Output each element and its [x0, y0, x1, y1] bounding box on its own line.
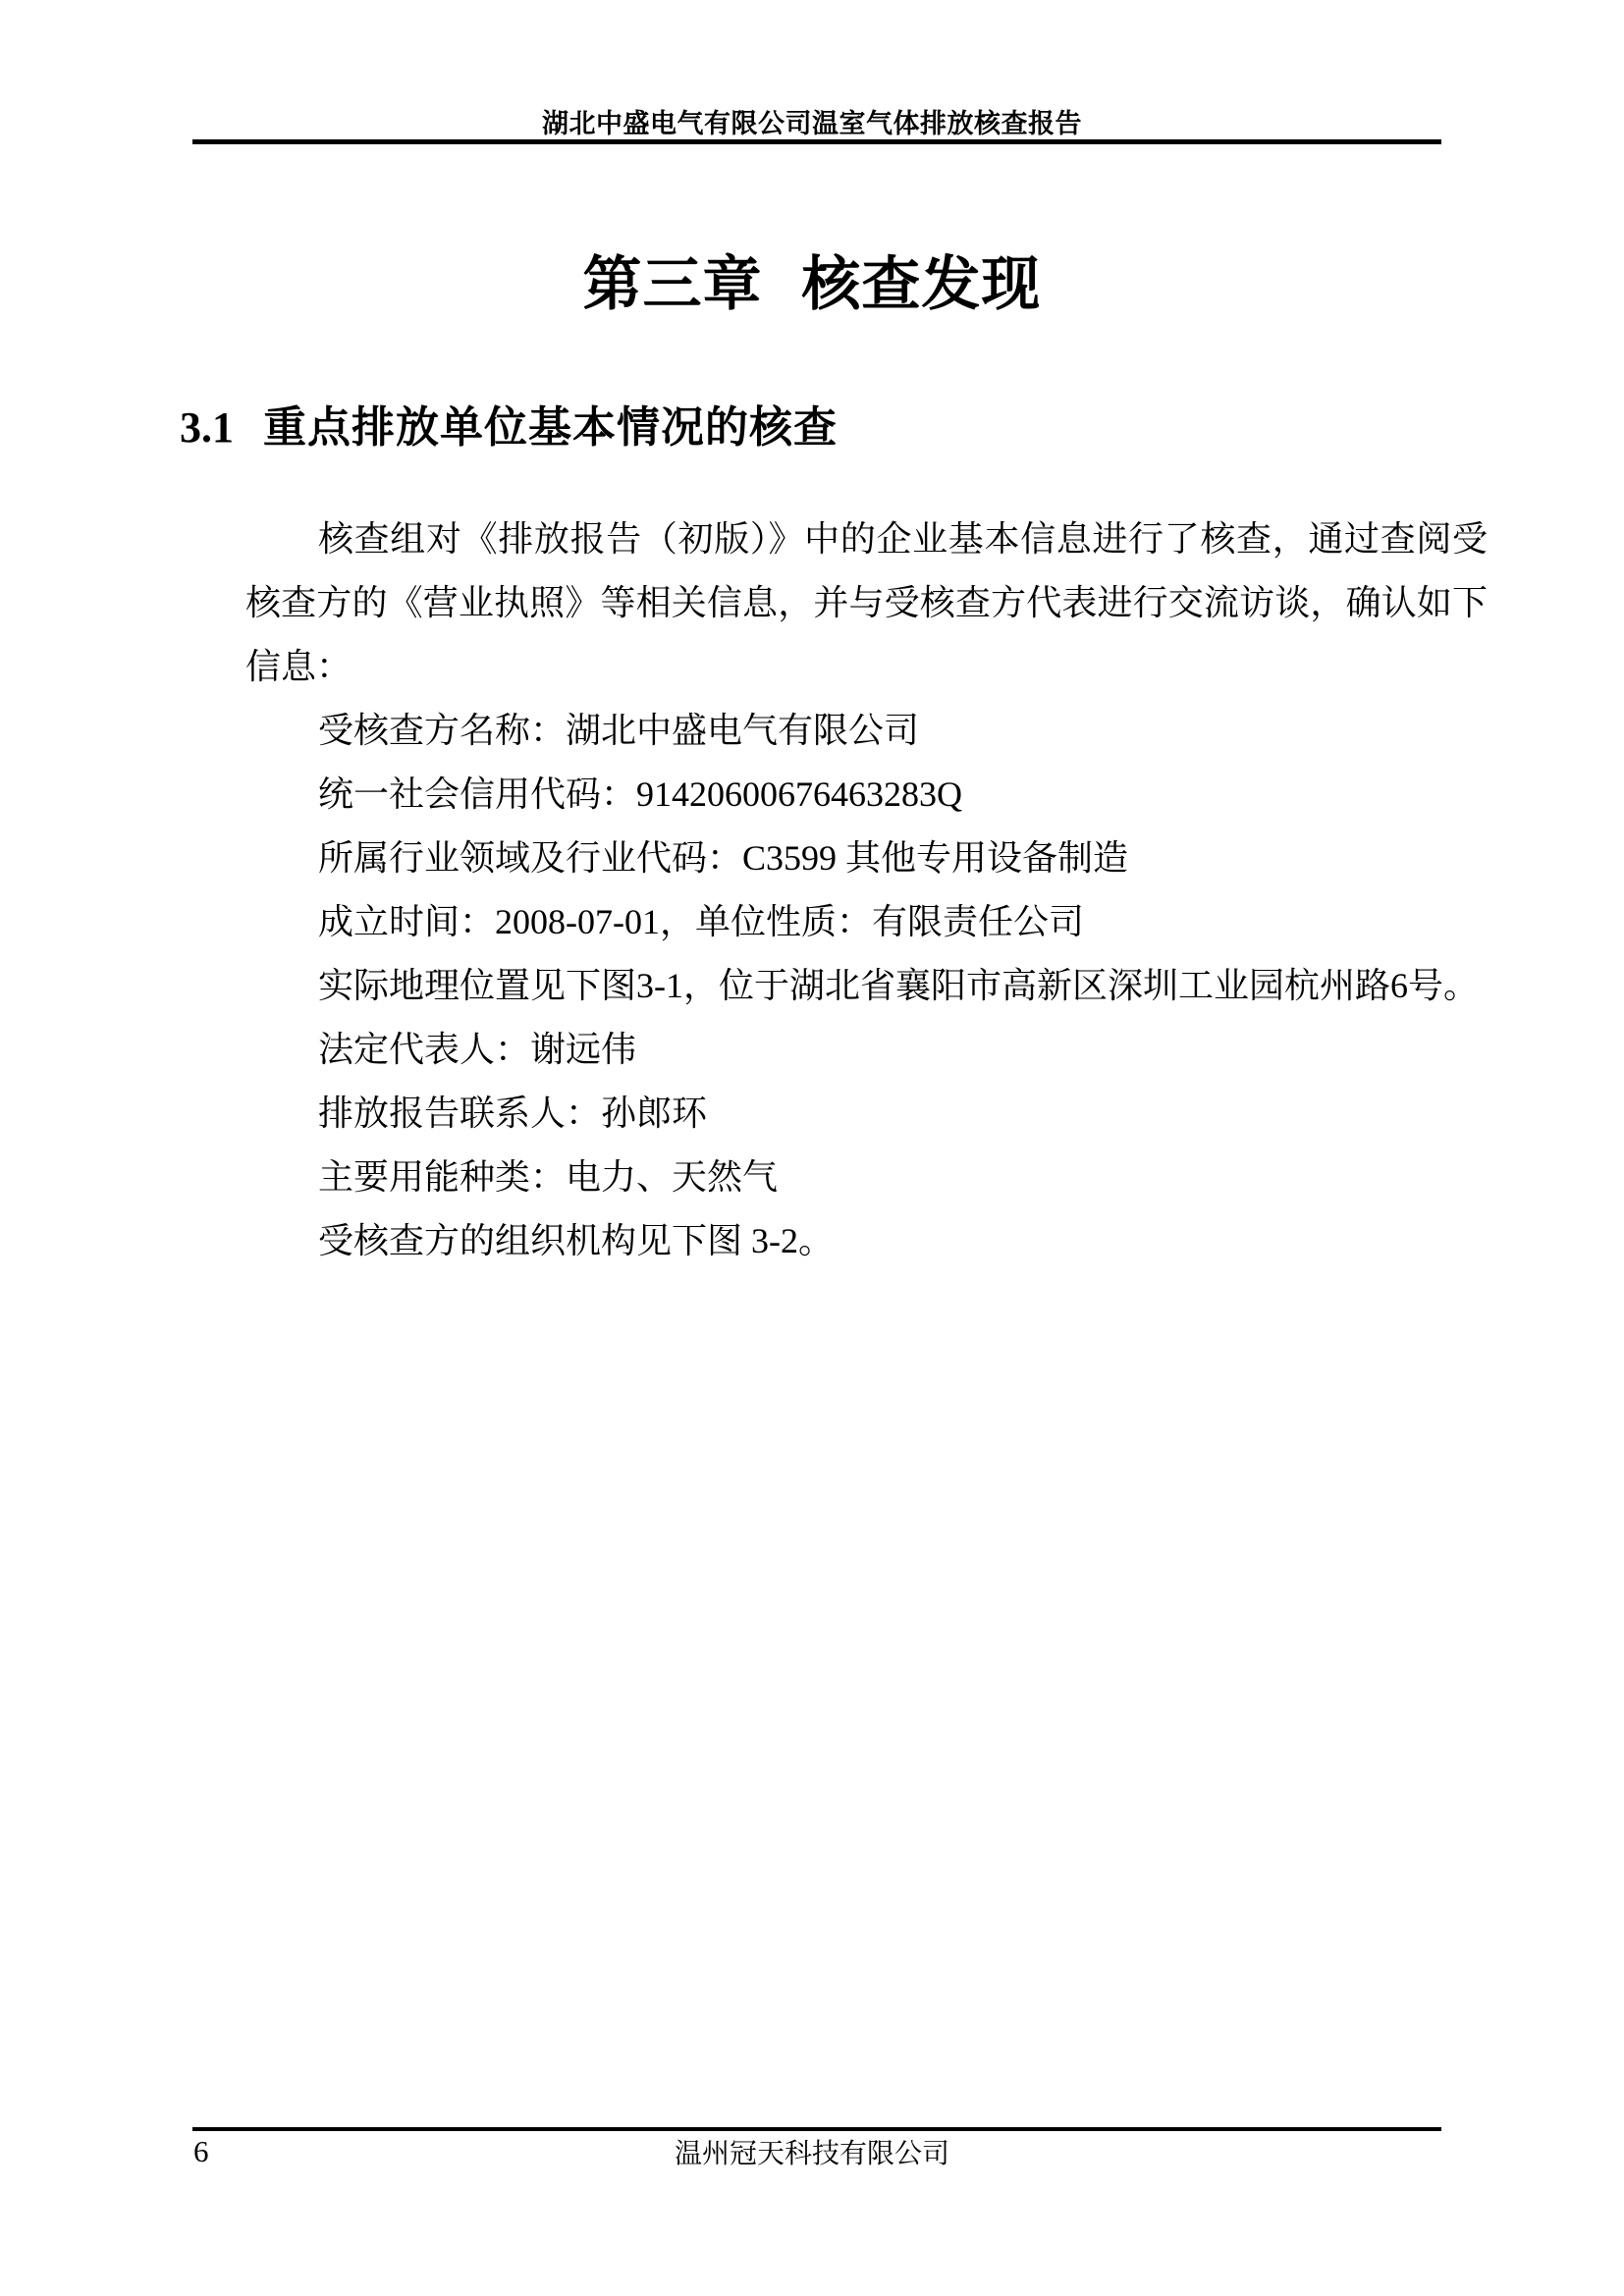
footer-rule: [192, 2127, 1441, 2131]
info-list: [245, 699, 1488, 1273]
info-line: 受核查方的组织机构见下图 3-2。: [318, 1221, 834, 1260]
info-line: 实际地理位置见下图3-1，位于湖北省襄阳市高新区深圳工业园杭州路6号。: [318, 966, 1479, 1005]
info-line: 排放报告联系人：孙郎环: [318, 1094, 708, 1133]
section-number: 3.1: [180, 403, 234, 452]
info-line: 成立时间：2008-07-01，单位性质：有限责任公司: [318, 902, 1084, 941]
info-line: 主要用能种类：电力、天然气: [318, 1157, 779, 1197]
intro-paragraph: 核查组对《排放报告（初版）》中的企业基本信息进行了核查，通过查阅受核查方的《营业执照》等相关信息，并与受核查方代表进行交流访谈，确认如下信息：: [245, 519, 1488, 686]
page-number: 6: [193, 2134, 209, 2168]
info-line: 所属行业领域及行业代码：C3599 其他专用设备制造: [318, 838, 1129, 878]
info-line: 法定代表人：谢远伟: [318, 1030, 637, 1069]
section-title: 重点排放单位基本情况的核查: [263, 402, 838, 453]
info-line: 统一社会信用代码：91420600676463283Q: [318, 774, 962, 814]
chapter-title: 第三章 核查发现: [582, 250, 1042, 319]
header-title: 湖北中盛电气有限公司温室气体排放核查报告: [542, 109, 1082, 138]
footer-company: 温州冠天科技有限公司: [674, 2139, 949, 2169]
section-content: [245, 507, 1488, 1273]
info-line: 受核查方名称：湖北中盛电气有限公司: [318, 711, 920, 750]
section-heading: [180, 400, 838, 455]
header-rule: [192, 139, 1441, 144]
